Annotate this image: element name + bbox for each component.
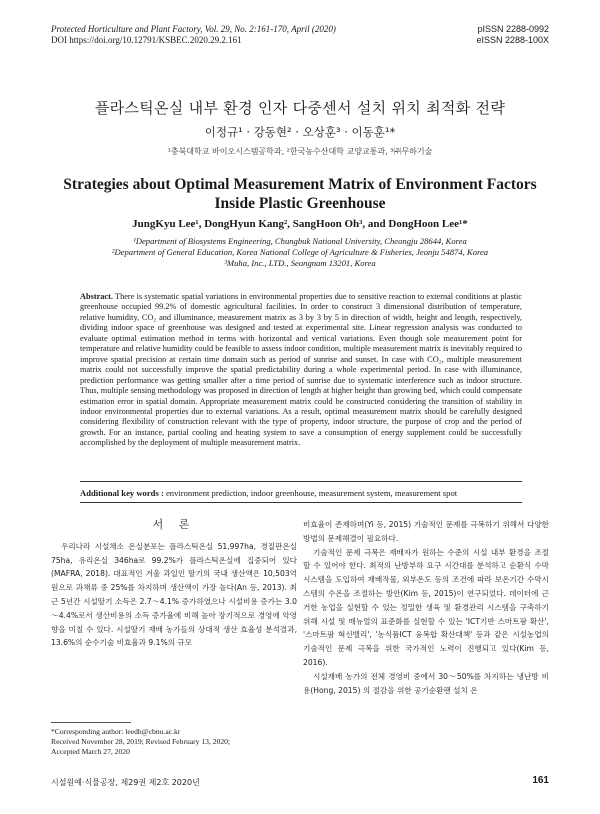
keywords-label: Additional key words : — [80, 488, 164, 498]
section-title: 서 론 — [152, 518, 196, 531]
korean-title: 플라스틱온실 내부 환경 인자 다중센서 설치 위치 최적화 전략 — [94, 99, 506, 117]
pissn: pISSN 2288-0992 — [477, 24, 549, 34]
body-column-left — [51, 518, 297, 650]
abstract — [80, 292, 522, 449]
footnotes — [51, 727, 230, 757]
body-paragraph: 우리나라 시설채소 온실분포는 플라스틱온실 51,997ha, 경질판온실 75ha, 유리온실 346ha로 99.2%가 플라스틱온실에 집중되어 있다(MAFRA, 2018). 대표적인 겨울 과일인 딸기의 국내 생산액은 10,503억원으로 과채류 중 25%를 차지하며 생산액이 가장 높다(An 등, 2013). 최근 5년간 시설딸기 소득은 2.7～4.1% 증가하였으나 시설비용 증가는 3.0～4.4%로서 생산비용의 소득 증가율에 비해 높아 장기적으로 경영에 악영향을 미칠 수 있다. 시설딸기 재배 농가들의 상대적 생산 효율성 분석결과, 13.6%의 순수기술 비효율과 9.1%의 규모 — [51, 541, 297, 648]
journal-header — [51, 24, 336, 46]
abstract-label: Abstract. — [80, 292, 113, 301]
english-title — [0, 175, 600, 213]
received-dates: Received November 28, 2019; Revised February 13, 2020; — [51, 737, 231, 746]
body-column-right — [303, 518, 549, 697]
english-title-line-1: Strategies about Optimal Measurement Matrix of Environment Factors — [63, 176, 537, 193]
accepted-date: Accepted March 27, 2020 — [51, 747, 130, 756]
footnote-divider — [51, 722, 131, 723]
body-paragraph: 비효율이 존재하며(Yi 등, 2015) 기술적인 문제를 극복하기 위해서 다양한 방법의 문제해결이 필요하다. — [303, 520, 549, 543]
journal-citation: Protected Horticulture and Plant Factory, Vol. 29, No. 2:161-170, April (2020) — [51, 24, 336, 34]
body-paragraph: 기술적인 문제 극복은 재배자가 원하는 수준의 시설 내부 환경을 조절 할 수 있어야 한다. 최적의 난방부하 요구 시간대를 분석하고 순환식 수막시스템을 도입하여 재배작물, 외부온도 등의 조건에 따라 보온기간 수막시스템의 수온을 조절하는 방안(Kim 등, 2015)이 연구되었다. 데이터에 근거한 농업을 실현할 수 있는 정밀한 생육 및 환경관리 시스템을 구축하기 위해 시설 및 매뉴얼의 표준화를 실현할 수 있는 'ICT기반 스마트팜 확산', '스마트팜 혁신밸리', '농식품ICT 융복합 확산대책' 등과 같은 시설농업의 기술적인 문제 극복을 위한 국가적인 노력이 진행되고 있다(Kim 등, 2016). — [303, 547, 549, 667]
footer-journal: 시설원예·식물공장, 제29권 제2호 2020년 — [51, 778, 200, 787]
page-number: 161 — [532, 775, 549, 786]
affiliation-2: ²Department of General Education, Korea National College of Agriculture & Fisheries, Jeonju 54874, Korea — [111, 247, 489, 257]
divider-top — [80, 481, 522, 482]
korean-authors: 이정규¹ · 강동현² · 오상훈³ · 이동훈¹* — [204, 125, 396, 139]
affiliation-1: ¹Department of Biosystems Engineering, Chungbuk National University, Cheongju 28644, Korea — [133, 236, 467, 246]
doi-line: DOI https://doi.org/10.12791/KSBEC.2020.29.2.161 — [51, 35, 242, 45]
korean-affiliations: ¹충북대학교 바이오시스템공학과, ²한국농수산대학 교양교통과, ³㈜무하기술 — [167, 147, 433, 156]
divider-bottom — [80, 502, 522, 503]
keywords — [80, 488, 522, 498]
abstract-text: There is systematic spatial variations in environmental properties due to sensitive reaction to external conditions at plastic greenhouse occupied 99.2% of domestic agricultural facilities. In order to construct 3 dimensional distribution of temperature, relative humidity, CO₂ and illuminance, measurement matrix as 3 by 3 by 5 in direction of width, height and length, respectively, dividing indoor space of greenhouse was designed and tested at experimental site. Linear regression analysis was conducted to evaluate optimal estimation method in terms with horizontal and vertical variations. Even though sole measurement point for temperature and relative humidity could be feasible to assess indoor condition, multiple measurement matrix is inevitably required to improve spatial precision at certain time domain such as period of sunrise and sunset. In case with CO₂, multiple measurement matrix could not successfully improve the spatial predictability during a whole experimental period. In case with illuminance, prediction performance was getting smaller after a time period of sunrise due to systematic interference such as indoor structure. Thus, multiple sensing methodology was proposed in direction of length at higher height than growing bed, which could compensate estimation error in spatial domain. Appropriate measurement matrix could be constructed considering the transition of stability in indoor environmental properties due to external variations. As a result, optimal measurement matrix should be carefully designed considering flexibility of construction relevant with the type of property, indoor structure, the purpose of crop and the period of growth. For an instance, partial cooling and heating system to save a consumption of energy supplement could be successfully accomplished by the deployment of multiple measurement matrix. — [80, 292, 522, 448]
english-affiliations — [0, 236, 600, 269]
english-title-line-2: Inside Plastic Greenhouse — [214, 195, 386, 212]
issn-block — [476, 24, 549, 46]
keywords-text: environment prediction, indoor greenhouse, measurement system, measurement spot — [165, 488, 458, 498]
body-paragraph: 시설재배 농가의 전체 경영비 중에서 30～50%를 차지하는 냉난방 비용(Hong, 2015) 의 절감을 위한 공기순환팬 설치 온 — [303, 671, 549, 695]
corresponding-author: *Corresponding author: leedh@cbnu.ac.kr — [51, 727, 181, 736]
english-authors: JungKyu Lee¹, DongHyun Kang², SangHoon Oh³, and DongHoon Lee¹* — [132, 218, 468, 230]
eissn: eISSN 2288-100X — [476, 35, 549, 45]
affiliation-3: ³Muha, Inc., LTD., Seongnam 13201, Korea — [224, 258, 376, 268]
